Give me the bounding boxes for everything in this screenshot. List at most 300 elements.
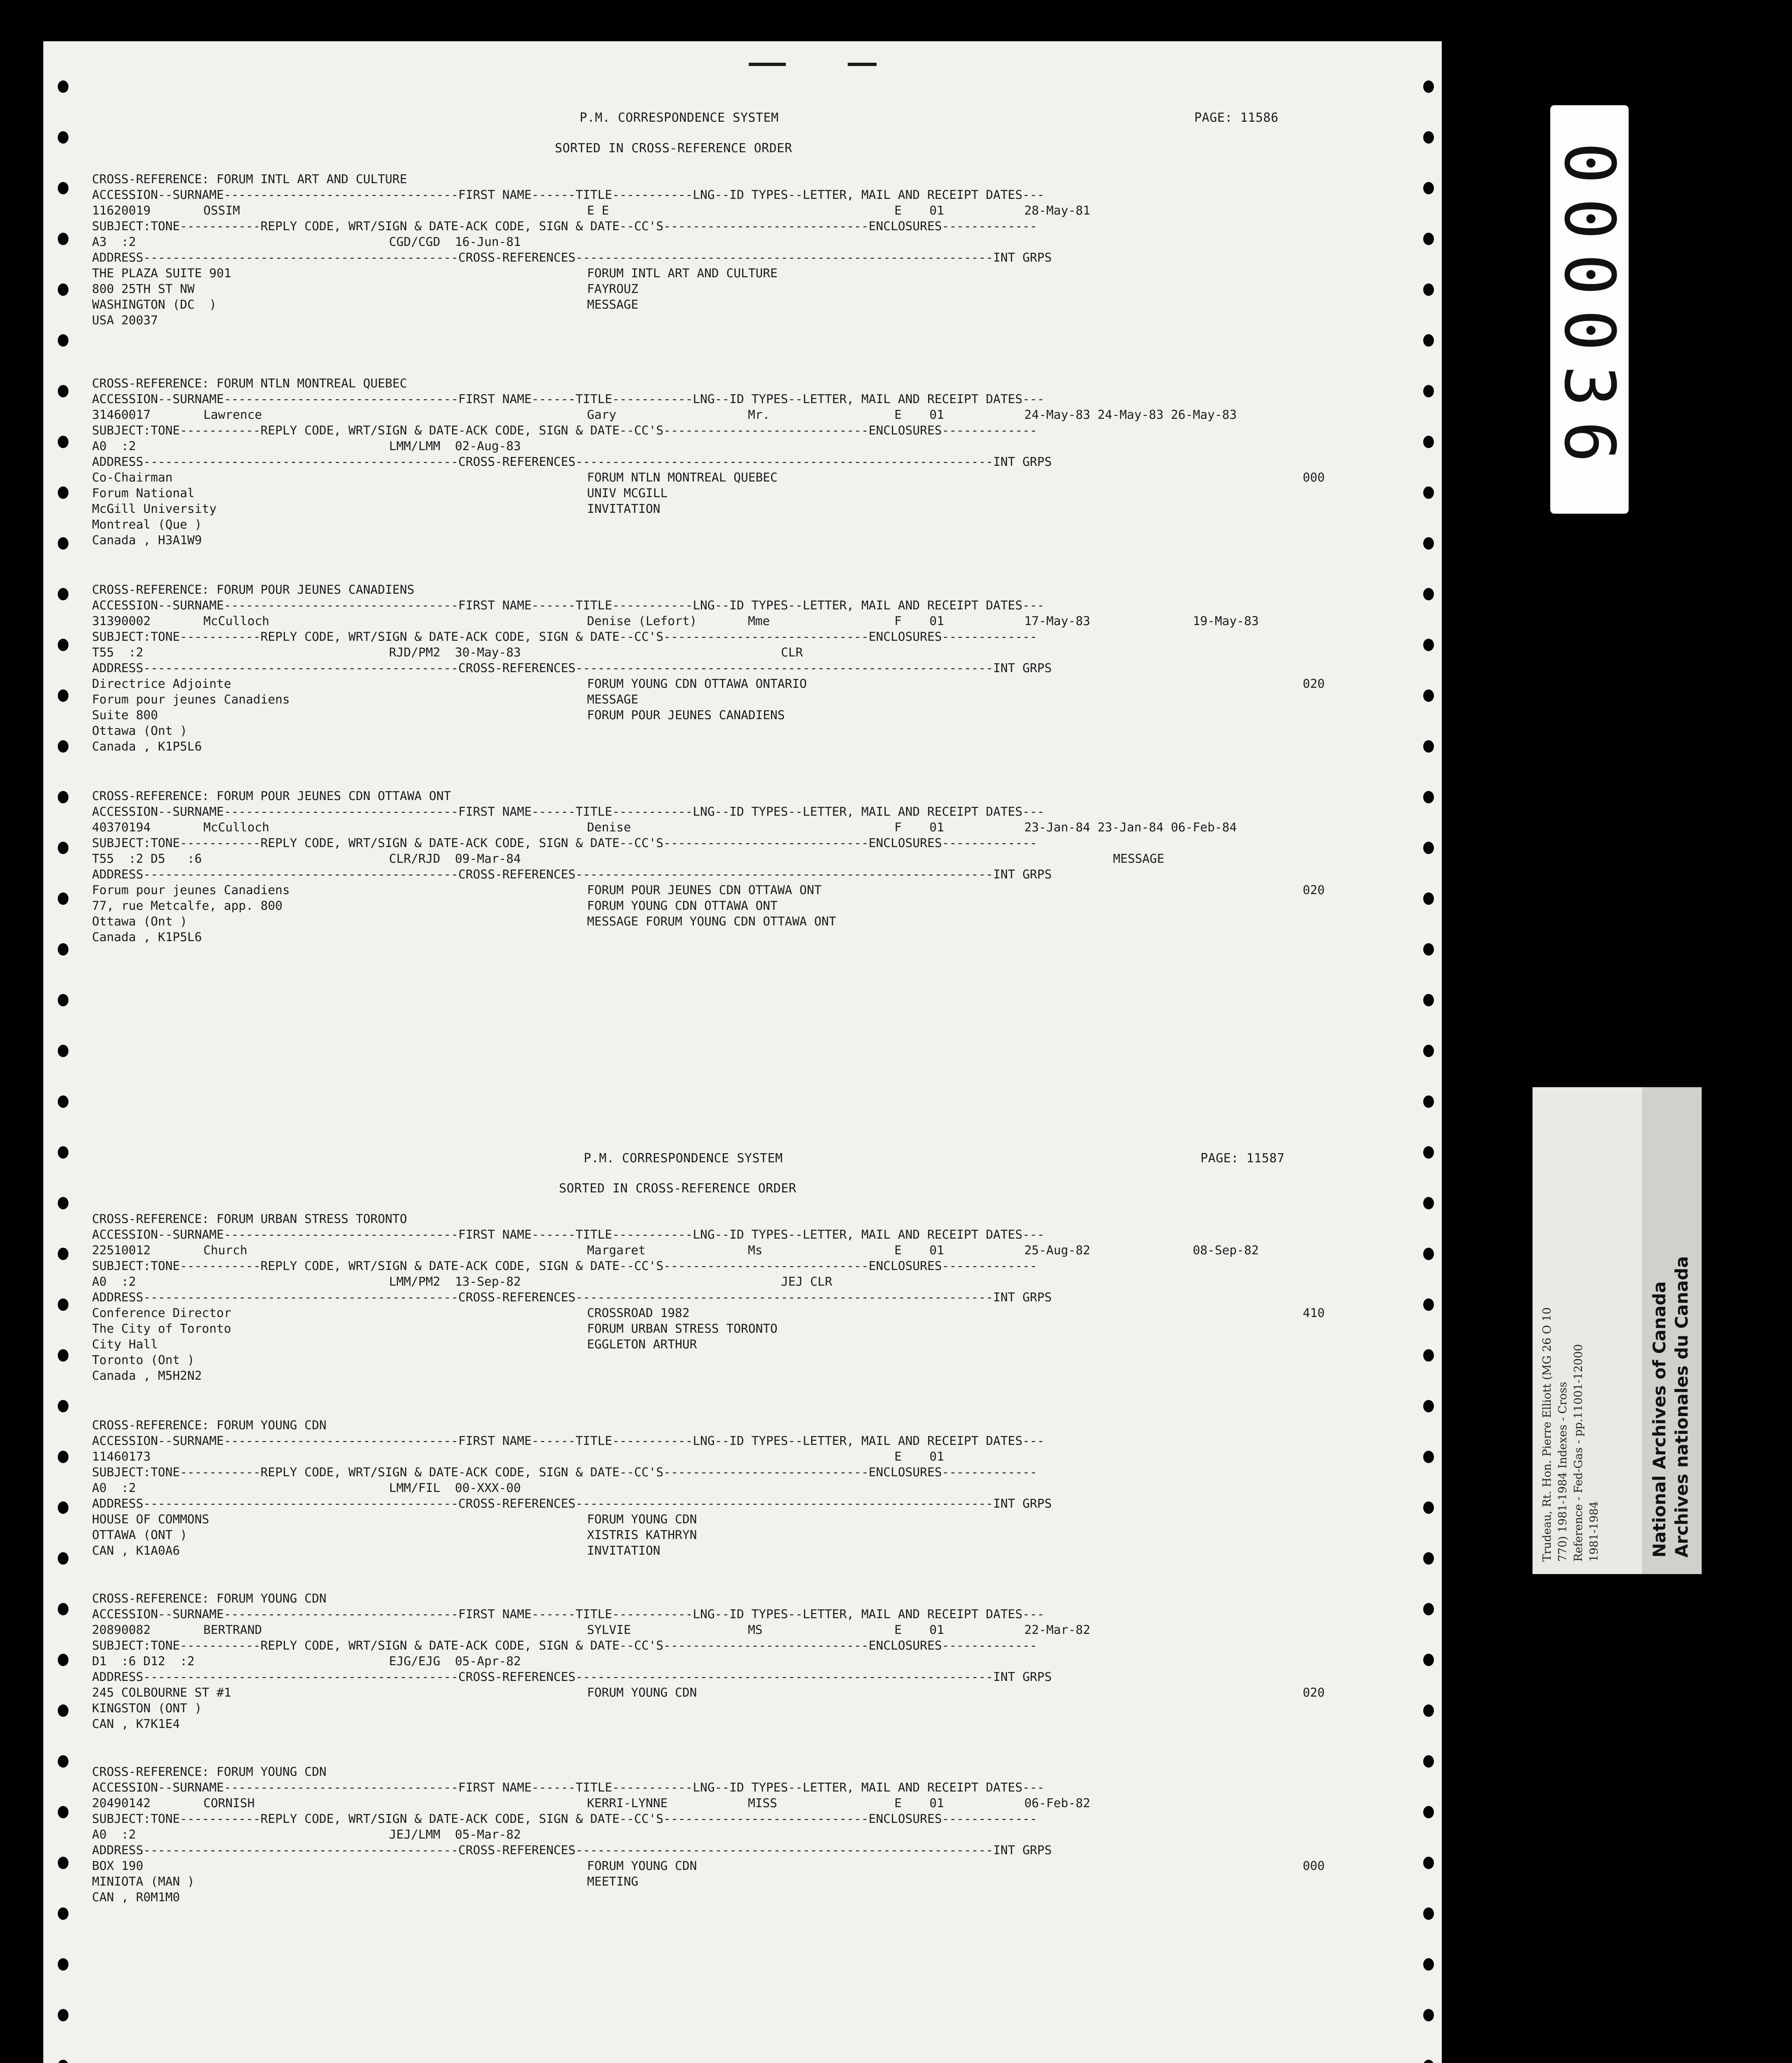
column-header-row: ADDRESS-------------------------------------------CROSS-REFERENCES---------------------------------------------------------INT GRPS — [92, 1843, 1052, 1857]
perforation-hole — [58, 639, 68, 651]
subject-row — [92, 851, 1396, 866]
letter-dates: 24-May-83 24-May-83 26-May-83 — [1024, 408, 1237, 422]
perforation-hole — [1423, 639, 1434, 651]
header-row — [92, 1289, 1396, 1305]
surname: Church — [203, 1243, 248, 1257]
cross-reference-entry: MESSAGE — [587, 297, 639, 312]
header-row — [92, 218, 1396, 234]
language-code: E — [894, 408, 902, 422]
perforation-hole — [58, 486, 68, 499]
address-line: Forum National — [92, 486, 195, 500]
perforation-hole — [1423, 892, 1434, 905]
address-row — [92, 1336, 1396, 1352]
language-code: E — [894, 203, 902, 217]
subject-row — [92, 644, 1396, 660]
address-line: KINGSTON (ONT ) — [92, 1701, 202, 1715]
subject-tone: T55 :2 D5 :6 — [92, 852, 202, 866]
address-row — [92, 1368, 1396, 1383]
header-row — [92, 1464, 1396, 1480]
perforation-hole — [58, 1552, 68, 1565]
label-line: 770) 1981-1984 Indexes - Cross — [1556, 1382, 1569, 1562]
title: Mr. — [748, 408, 770, 422]
accession-number: 31460017 — [92, 408, 151, 422]
id-types: 01 — [929, 1623, 944, 1637]
id-types: 01 — [929, 408, 944, 422]
column-header-row: SUBJECT:TONE-----------REPLY CODE, WRT/SIGN & DATE-ACK CODE, SIGN & DATE--CC'S----------------------------ENCLOSURES------------- — [92, 836, 1037, 850]
column-header-row: SUBJECT:TONE-----------REPLY CODE, WRT/SIGN & DATE-ACK CODE, SIGN & DATE--CC'S----------------------------ENCLOSURES------------- — [92, 630, 1037, 644]
perforation-hole — [58, 2060, 68, 2063]
perforation-hole — [1423, 943, 1434, 956]
address-line: Canada , M5H2N2 — [92, 1369, 202, 1383]
perforation-hole — [58, 233, 68, 245]
perforation-hole — [58, 1755, 68, 1768]
perforation-hole — [1423, 994, 1434, 1006]
address-row — [92, 1889, 1396, 1905]
perforation-hole — [1423, 1755, 1434, 1768]
column-header-row: SUBJECT:TONE-----------REPLY CODE, WRT/SIGN & DATE-ACK CODE, SIGN & DATE--CC'S----------------------------ENCLOSURES------------- — [92, 1812, 1037, 1826]
correspondence-record — [92, 582, 1396, 754]
cross-reference-line — [92, 1417, 1396, 1433]
subject-row — [92, 438, 1396, 454]
cross-reference-entry: FORUM YOUNG CDN OTTAWA ONTARIO — [587, 677, 807, 691]
subject-row — [92, 1274, 1396, 1289]
perforation-hole — [1423, 385, 1434, 397]
perforation-hole — [58, 994, 68, 1006]
subject-row — [92, 234, 1396, 250]
address-row — [92, 898, 1396, 913]
header-row — [92, 629, 1396, 644]
address-row — [92, 501, 1396, 517]
perforation-hole — [58, 80, 68, 93]
reply-code: LMM/FIL 00-XXX-00 — [389, 1481, 521, 1495]
address-line: CAN , K1A0A6 — [92, 1544, 180, 1558]
header-row — [92, 660, 1396, 676]
address-line: Forum pour jeunes Canadiens — [92, 883, 290, 897]
header-row — [92, 866, 1396, 882]
column-header-row: SUBJECT:TONE-----------REPLY CODE, WRT/SIGN & DATE-ACK CODE, SIGN & DATE--CC'S----------------------------ENCLOSURES------------- — [92, 1259, 1037, 1273]
cross-reference-title: CROSS-REFERENCE: FORUM YOUNG CDN — [92, 1765, 327, 1779]
accession-number: 11460173 — [92, 1449, 151, 1463]
accession-row — [92, 613, 1396, 629]
cross-reference-entry: FORUM NTLN MONTREAL QUEBEC — [587, 470, 778, 484]
perforation-hole — [1423, 1907, 1434, 1920]
subject-tone: A0 :2 — [92, 1827, 136, 1841]
perforation-hole — [58, 1603, 68, 1615]
header-row — [92, 1496, 1396, 1511]
address-row — [92, 929, 1396, 945]
address-row — [92, 882, 1396, 898]
header-row — [92, 1842, 1396, 1858]
int-group-code: 020 — [1303, 883, 1325, 897]
subject-tone: D1 :6 D12 :2 — [92, 1654, 195, 1668]
cross-reference-entry: FORUM POUR JEUNES CDN OTTAWA ONT — [587, 883, 822, 897]
int-group-code: 410 — [1303, 1306, 1325, 1320]
correspondence-record — [92, 1211, 1396, 1383]
address-line: CAN , R0M1M0 — [92, 1890, 180, 1904]
subject-tone: A0 :2 — [92, 439, 136, 453]
perforation-hole — [58, 588, 68, 600]
address-line: McGill University — [92, 502, 217, 516]
cross-reference-line — [92, 1591, 1396, 1606]
perforation-hole — [1423, 1248, 1434, 1260]
header-row — [92, 250, 1396, 265]
cross-reference-title: CROSS-REFERENCE: FORUM POUR JEUNES CANADIENS — [92, 583, 415, 597]
column-header-row: ACCESSION--SURNAME--------------------------------FIRST NAME------TITLE-----------LNG--ID TYPES--LETTER, MAIL AND RECEIPT DATES--- — [92, 1780, 1045, 1794]
perforation-hole — [1423, 233, 1434, 245]
cross-reference-entry: FORUM YOUNG CDN — [587, 1685, 697, 1699]
perforation-hole — [58, 1907, 68, 1920]
reply-code: RJD/PM2 30-May-83 — [389, 645, 521, 659]
cross-reference-entry: INVITATION — [587, 1544, 660, 1558]
address-line: Toronto (Ont ) — [92, 1353, 195, 1367]
perforation-hole — [1423, 80, 1434, 93]
address-row — [92, 1858, 1396, 1874]
perforation-hole — [58, 436, 68, 448]
perforation-hole — [1423, 334, 1434, 347]
print-mark — [749, 63, 786, 66]
language-code: E — [894, 1623, 902, 1637]
perforation-hole — [58, 1045, 68, 1057]
address-line: Ottawa (Ont ) — [92, 914, 187, 928]
id-types: 01 — [929, 1796, 944, 1810]
address-row — [92, 1527, 1396, 1543]
address-row — [92, 1321, 1396, 1336]
accession-number: 31390002 — [92, 614, 151, 628]
subject-row — [92, 1653, 1396, 1669]
column-header-row: ADDRESS-------------------------------------------CROSS-REFERENCES---------------------------------------------------------INT GRPS — [92, 250, 1052, 264]
address-row — [92, 676, 1396, 692]
header-row — [92, 1227, 1396, 1242]
surname: BERTRAND — [203, 1623, 262, 1637]
surname: McCulloch — [203, 820, 269, 834]
address-line: CAN , K7K1E4 — [92, 1717, 180, 1731]
address-row — [92, 1874, 1396, 1889]
perforation-hole — [58, 1349, 68, 1362]
label-line: Reference - Fed-Gas - pp.11001-12000 — [1572, 1344, 1585, 1562]
perforation-hole — [1423, 1349, 1434, 1362]
perforation-hole — [58, 131, 68, 144]
address-row — [92, 1716, 1396, 1732]
title: MISS — [748, 1796, 778, 1810]
address-line: 800 25TH ST NW — [92, 282, 195, 296]
cross-reference-entry: FAYROUZ — [587, 282, 639, 296]
reply-code: CLR/RJD 09-Mar-84 — [389, 852, 521, 866]
perforation-hole — [1423, 689, 1434, 702]
archive-name-fr: Archives nationales du Canada — [1672, 1256, 1692, 1558]
cross-reference-line — [92, 788, 1396, 804]
perforation-hole — [1423, 1298, 1434, 1311]
column-header-row: ACCESSION--SURNAME--------------------------------FIRST NAME------TITLE-----------LNG--ID TYPES--LETTER, MAIL AND RECEIPT DATES--- — [92, 1227, 1045, 1242]
address-row — [92, 1700, 1396, 1716]
page-number: PAGE: 11587 — [1200, 1151, 1285, 1166]
cross-reference-entry: MESSAGE — [587, 692, 639, 706]
subject-tone: A3 :2 — [92, 235, 136, 249]
letter-dates: 25-Aug-82 08-Sep-82 — [1024, 1243, 1259, 1257]
ack-code: JEJ CLR — [781, 1275, 832, 1289]
column-header-row: ADDRESS-------------------------------------------CROSS-REFERENCES---------------------------------------------------------INT GRPS — [92, 455, 1052, 469]
address-line: Canada , K1P5L6 — [92, 739, 202, 753]
correspondence-record — [92, 171, 1396, 328]
perforation-hole — [58, 537, 68, 550]
address-line: WASHINGTON (DC ) — [92, 297, 217, 312]
id-types: 01 — [929, 203, 944, 217]
cross-reference-entry: EGGLETON ARTHUR — [587, 1337, 697, 1351]
address-line: BOX 190 — [92, 1859, 144, 1873]
cross-reference-entry: FORUM INTL ART AND CULTURE — [587, 266, 778, 280]
accession-row — [92, 1795, 1396, 1811]
header-row — [92, 1258, 1396, 1274]
column-header-row: ACCESSION--SURNAME--------------------------------FIRST NAME------TITLE-----------LNG--ID TYPES--LETTER, MAIL AND RECEIPT DATES--- — [92, 1607, 1045, 1621]
ack-code: CLR — [781, 645, 803, 659]
cross-reference-line — [92, 171, 1396, 187]
surname: Lawrence — [203, 408, 262, 422]
correspondence-record — [92, 1591, 1396, 1732]
header-row — [92, 835, 1396, 851]
accession-number: 22510012 — [92, 1243, 151, 1257]
reply-code: LMM/LMM 02-Aug-83 — [389, 439, 521, 453]
accession-number: 40370194 — [92, 820, 151, 834]
language-code: F — [894, 820, 902, 834]
column-header-row: ADDRESS-------------------------------------------CROSS-REFERENCES---------------------------------------------------------INT GRPS — [92, 1497, 1052, 1511]
perforation-hole — [1423, 1857, 1434, 1869]
accession-row — [92, 819, 1396, 835]
column-header-row: SUBJECT:TONE-----------REPLY CODE, WRT/SIGN & DATE-ACK CODE, SIGN & DATE--CC'S----------------------------ENCLOSURES------------- — [92, 1465, 1037, 1479]
perforation-hole — [58, 943, 68, 956]
first-name: KERRI-LYNNE — [587, 1796, 668, 1810]
reply-code: JEJ/LMM 05-Mar-82 — [389, 1827, 521, 1841]
int-group-code: 020 — [1303, 677, 1325, 691]
perforation-hole — [58, 1146, 68, 1159]
system-title: P.M. CORRESPONDENCE SYSTEM — [580, 111, 779, 125]
frame-number-stamp — [1550, 105, 1629, 514]
header-row — [92, 1669, 1396, 1685]
perforation-hole — [1423, 1451, 1434, 1463]
address-line: HOUSE OF COMMONS — [92, 1512, 210, 1526]
first-name: E E — [587, 203, 609, 217]
cross-reference-entry: MEETING — [587, 1874, 639, 1888]
column-header-row: ACCESSION--SURNAME--------------------------------FIRST NAME------TITLE-----------LNG--ID TYPES--LETTER, MAIL AND RECEIPT DATES--- — [92, 188, 1045, 202]
system-title: P.M. CORRESPONDENCE SYSTEM — [584, 1151, 783, 1166]
accession-row — [92, 407, 1396, 423]
address-row — [92, 1352, 1396, 1368]
perforation-hole — [1423, 1806, 1434, 1818]
address-line: Canada , H3A1W9 — [92, 533, 202, 547]
print-mark — [848, 63, 877, 66]
address-line: 77, rue Metcalfe, app. 800 — [92, 899, 283, 913]
perforation-hole — [58, 1654, 68, 1666]
id-types: 01 — [929, 1449, 944, 1463]
address-line: Co-Chairman — [92, 470, 173, 484]
perforation-hole — [58, 1400, 68, 1412]
perforation-hole — [1423, 486, 1434, 499]
accession-number: 20490142 — [92, 1796, 151, 1810]
correspondence-record — [92, 375, 1396, 548]
perforation-hole — [58, 1958, 68, 1971]
address-line: Conference Director — [92, 1306, 231, 1320]
address-line: USA 20037 — [92, 313, 158, 327]
reply-code: EJG/EJG 05-Apr-82 — [389, 1654, 521, 1668]
perforation-hole — [1423, 537, 1434, 550]
correspondence-record — [92, 1417, 1396, 1558]
letter-dates: 22-Mar-82 — [1024, 1623, 1090, 1637]
perforation-hole — [1423, 1704, 1434, 1717]
printout-sheet — [43, 41, 1442, 2063]
perforation-hole — [1423, 1654, 1434, 1666]
address-row — [92, 1511, 1396, 1527]
cross-reference-title: CROSS-REFERENCE: FORUM NTLN MONTREAL QUEBEC — [92, 376, 407, 390]
perforation-hole — [1423, 2060, 1434, 2063]
column-header-row: ACCESSION--SURNAME--------------------------------FIRST NAME------TITLE-----------LNG--ID TYPES--LETTER, MAIL AND RECEIPT DATES--- — [92, 805, 1045, 819]
accession-row — [92, 1449, 1396, 1464]
perforation-hole — [58, 1806, 68, 1818]
language-code: F — [894, 614, 902, 628]
perforation-hole — [58, 1248, 68, 1260]
surname: McCulloch — [203, 614, 269, 628]
perforation-hole — [58, 1298, 68, 1311]
cross-reference-entry: UNIV MCGILL — [587, 486, 668, 500]
address-row — [92, 517, 1396, 532]
column-header-row: ADDRESS-------------------------------------------CROSS-REFERENCES---------------------------------------------------------INT GRPS — [92, 867, 1052, 881]
address-row — [92, 297, 1396, 312]
perforation-hole — [1423, 436, 1434, 448]
address-line: City Hall — [92, 1337, 158, 1351]
cross-reference-entry: FORUM YOUNG CDN — [587, 1512, 697, 1526]
address-line: Directrice Adjointe — [92, 677, 231, 691]
cross-reference-entry: MESSAGE FORUM YOUNG CDN OTTAWA ONT — [587, 914, 836, 928]
label-line: 1981-1984 — [1588, 1501, 1601, 1562]
title: Mme — [748, 614, 770, 628]
column-header-row: ADDRESS-------------------------------------------CROSS-REFERENCES---------------------------------------------------------INT GRPS — [92, 1290, 1052, 1304]
first-name: Gary — [587, 408, 617, 422]
accession-row — [92, 203, 1396, 218]
address-row — [92, 470, 1396, 485]
sort-order-title: SORTED IN CROSS-REFERENCE ORDER — [555, 141, 792, 156]
perforation-hole — [58, 1501, 68, 1514]
column-header-row: ADDRESS-------------------------------------------CROSS-REFERENCES---------------------------------------------------------INT GRPS — [92, 1670, 1052, 1684]
perforation-hole — [1423, 1095, 1434, 1108]
accession-row — [92, 1242, 1396, 1258]
perforation-hole — [1423, 283, 1434, 296]
address-row — [92, 913, 1396, 929]
perforation-hole — [58, 1704, 68, 1717]
address-line: Ottawa (Ont ) — [92, 724, 187, 738]
surname: CORNISH — [203, 1796, 255, 1810]
cross-reference-title: CROSS-REFERENCE: FORUM YOUNG CDN — [92, 1418, 327, 1432]
cross-reference-line — [92, 1211, 1396, 1227]
subject-tone: A0 :2 — [92, 1481, 136, 1495]
subject-row — [92, 1480, 1396, 1496]
address-line: The City of Toronto — [92, 1322, 231, 1336]
address-row — [92, 1543, 1396, 1558]
page-number: PAGE: 11586 — [1194, 111, 1279, 125]
title: MS — [748, 1623, 763, 1637]
perforation-hole — [1423, 1603, 1434, 1615]
address-row — [92, 692, 1396, 707]
id-types: 01 — [929, 820, 944, 834]
address-line: Forum pour jeunes Canadiens — [92, 692, 290, 706]
id-types: 01 — [929, 614, 944, 628]
frame-number: 000036 — [1549, 142, 1630, 477]
enclosures: MESSAGE — [1113, 852, 1165, 866]
perforation-hole — [58, 182, 68, 194]
sort-order-title: SORTED IN CROSS-REFERENCE ORDER — [559, 1181, 797, 1196]
column-header-row: ADDRESS-------------------------------------------CROSS-REFERENCES---------------------------------------------------------INT GRPS — [92, 661, 1052, 675]
column-header-row: ACCESSION--SURNAME--------------------------------FIRST NAME------TITLE-----------LNG--ID TYPES--LETTER, MAIL AND RECEIPT DATES--- — [92, 598, 1045, 612]
letter-dates: 06-Feb-82 — [1024, 1796, 1090, 1810]
int-group-code: 000 — [1303, 1859, 1325, 1873]
subject-tone: T55 :2 — [92, 645, 144, 659]
perforation-hole — [1423, 842, 1434, 854]
perforation-hole — [1423, 1197, 1434, 1209]
perforation-hole — [58, 334, 68, 347]
archive-name-panel — [1642, 1087, 1702, 1574]
address-row — [92, 281, 1396, 297]
address-row — [92, 723, 1396, 739]
cross-reference-entry: INVITATION — [587, 502, 660, 516]
perforation-hole — [1423, 1045, 1434, 1057]
letter-dates: 17-May-83 19-May-83 — [1024, 614, 1259, 628]
cross-reference-line — [92, 582, 1396, 597]
perforation-hole — [58, 1857, 68, 1869]
language-code: E — [894, 1796, 902, 1810]
perforation-hole — [1423, 1958, 1434, 1971]
address-line: Montreal (Que ) — [92, 517, 202, 531]
perforation-hole — [58, 385, 68, 397]
address-row — [92, 707, 1396, 723]
reply-code: CGD/CGD 16-Jun-81 — [389, 235, 521, 249]
label-line: Trudeau, Rt. Hon. Pierre Elliott (MG 26 O 10 — [1541, 1307, 1554, 1562]
perforation-hole — [58, 283, 68, 296]
address-line: Suite 800 — [92, 708, 158, 722]
address-row — [92, 739, 1396, 754]
perforation-hole — [1423, 740, 1434, 753]
address-row — [92, 312, 1396, 328]
address-row — [92, 265, 1396, 281]
cross-reference-title: CROSS-REFERENCE: FORUM POUR JEUNES CDN OTTAWA ONT — [92, 789, 451, 803]
archive-label — [1533, 1087, 1702, 1574]
cross-reference-entry: FORUM YOUNG CDN — [587, 1859, 697, 1873]
int-group-code: 000 — [1303, 470, 1325, 484]
header-row — [92, 1780, 1396, 1795]
reply-code: LMM/PM2 13-Sep-82 — [389, 1275, 521, 1289]
address-line: 245 COLBOURNE ST #1 — [92, 1685, 231, 1699]
accession-number: 20890082 — [92, 1623, 151, 1637]
perforation-hole — [1423, 131, 1434, 144]
perforation-hole — [58, 1095, 68, 1108]
perforation-hole — [58, 791, 68, 803]
header-row — [92, 187, 1396, 203]
first-name: Denise — [587, 820, 631, 834]
correspondence-record — [92, 788, 1396, 945]
perforation-hole — [1423, 1146, 1434, 1159]
accession-number: 11620019 — [92, 203, 151, 217]
subject-tone: A0 :2 — [92, 1275, 136, 1289]
first-name: Margaret — [587, 1243, 646, 1257]
perforation-hole — [1423, 2009, 1434, 2021]
perforation-hole — [58, 842, 68, 854]
cross-reference-entry: FORUM URBAN STRESS TORONTO — [587, 1322, 778, 1336]
first-name: Denise (Lefort) — [587, 614, 697, 628]
column-header-row: ACCESSION--SURNAME--------------------------------FIRST NAME------TITLE-----------LNG--ID TYPES--LETTER, MAIL AND RECEIPT DATES--- — [92, 1434, 1045, 1448]
perforation-hole — [1423, 1501, 1434, 1514]
archive-name-en: National Archives of Canada — [1649, 1281, 1669, 1558]
column-header-row: SUBJECT:TONE-----------REPLY CODE, WRT/SIGN & DATE-ACK CODE, SIGN & DATE--CC'S----------------------------ENCLOSURES------------- — [92, 219, 1037, 233]
cross-reference-entry: FORUM YOUNG CDN OTTAWA ONT — [587, 899, 778, 913]
header-row — [92, 423, 1396, 438]
header-row — [92, 1811, 1396, 1827]
letter-dates: 23-Jan-84 23-Jan-84 06-Feb-84 — [1024, 820, 1237, 834]
subject-row — [92, 1827, 1396, 1842]
